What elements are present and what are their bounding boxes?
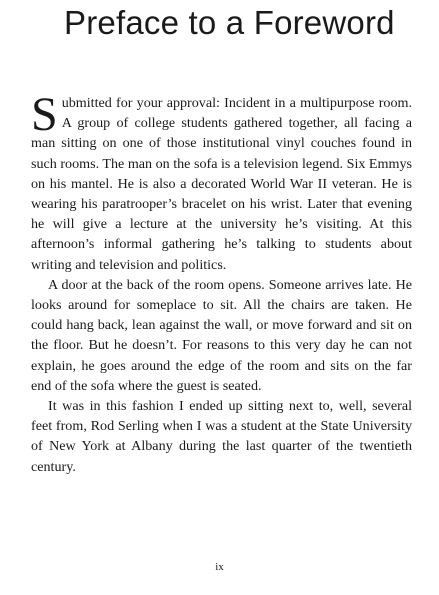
- drop-cap: S: [31, 88, 58, 141]
- paragraph-1: [31, 88, 412, 275]
- paragraph-1-text: ubmitted for your approval: Incident in a multipurpose room. A group of college students gathered together, all facing a man sitting on one of those institutional vinyl couches found in such rooms. The man on the sofa is a television legend. Six Emmys on his mantel. He is also a decorated World War II veteran. He is wearing his paratrooper’s bracelet on his wrist. Later that evening he will give a lecture at the university he’s visiting. At this afternoon’s informal gathering he’s talking to students about writing and television and politics.: [31, 95, 412, 273]
- paragraph-3: It was in this fashion I ended up sitting next to, well, several feet from, Rod Serling when I was a student at the State University of New York at Albany during the last quarter of the twentieth century.: [31, 398, 412, 475]
- paragraph-2: A door at the back of the room opens. Someone arrives late. He looks around for someplace to sit. All the chairs are taken. He could hang back, lean against the wall, or move forward and sit on the floor. But he doesn’t. For reasons to this very day he can not explain, he goes around the edge of the room and sits on the far end of the sofa where the guest is seated.: [31, 276, 412, 394]
- body-text: [31, 88, 412, 477]
- page-number: ix: [215, 561, 224, 573]
- chapter-title: Preface to a Foreword: [64, 4, 395, 41]
